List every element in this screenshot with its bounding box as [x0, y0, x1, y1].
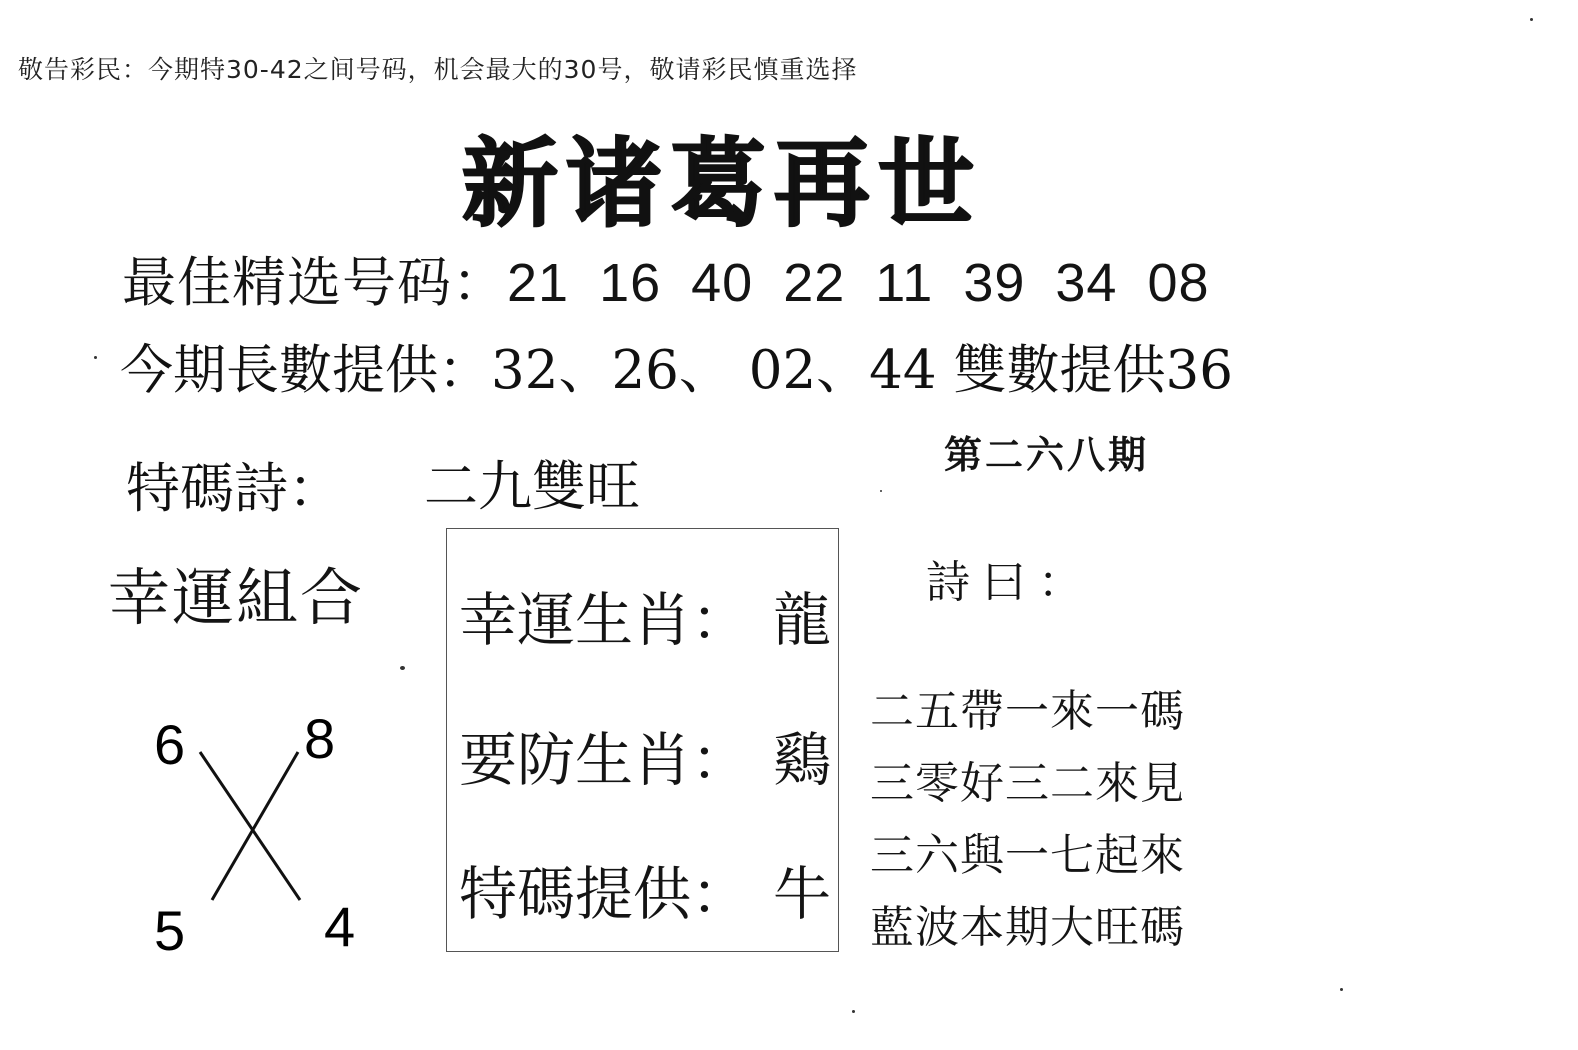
special-zodiac-value: 牛	[773, 860, 832, 928]
poem-heading: 詩曰：	[926, 557, 1094, 608]
zodiac-box	[446, 528, 839, 952]
long-numbers-line	[120, 328, 1233, 404]
lucky-cross-diagram	[140, 700, 380, 960]
notice-text: 敬告彩民：今期特30-42之间号码，机会最大的30号，敬请彩民慎重选择	[18, 55, 858, 84]
best-picks-line	[122, 240, 1210, 317]
special-poem-label: 特碼詩：	[126, 457, 342, 520]
best-picks-label: 最佳精选号码：	[122, 253, 507, 313]
page-title: 新诸葛再世	[462, 128, 982, 240]
scan-speck	[400, 666, 405, 670]
lucky-zodiac-label: 幸運生肖：	[459, 586, 750, 654]
lucky-zodiac-row	[459, 573, 832, 657]
verse-line: 三零好三二來見	[870, 758, 1185, 809]
poem-verses	[870, 676, 1185, 964]
issue-number: 第二六八期	[944, 432, 1150, 477]
verse-line: 三六與一七起來	[870, 830, 1185, 881]
guard-zodiac-label: 要防生肖：	[459, 726, 750, 794]
scan-speck	[94, 356, 97, 359]
scan-speck	[880, 490, 882, 492]
scan-speck	[852, 1010, 855, 1013]
double-numbers-value: 36	[1165, 340, 1233, 401]
lucky-zodiac-value: 龍	[773, 586, 832, 654]
best-picks-numbers: 21 16 40 22 11 39 34 08	[507, 253, 1210, 313]
cross-digit-top-right: 8	[304, 707, 336, 770]
long-numbers-label: 今期長數提供：	[120, 340, 491, 401]
cross-digit-top-left: 6	[154, 713, 186, 776]
cross-digit-bottom-right: 4	[324, 895, 356, 958]
double-numbers-label: 雙數提供	[953, 340, 1166, 401]
verse-line: 藍波本期大旺碼	[870, 902, 1185, 953]
lucky-combo-title: 幸運組合	[108, 561, 365, 634]
special-zodiac-label: 特碼提供：	[459, 860, 750, 928]
guard-zodiac-value: 鷄	[773, 726, 832, 794]
long-numbers-values: 32、26、 02、44	[491, 340, 937, 401]
special-zodiac-row	[459, 847, 832, 931]
special-poem-text: 二九雙旺	[424, 455, 640, 518]
cross-digit-bottom-left: 5	[154, 899, 186, 960]
guard-zodiac-row	[459, 713, 832, 797]
verse-line: 二五帶一來一碼	[870, 686, 1185, 737]
scan-speck	[1530, 18, 1533, 21]
scan-speck	[1340, 988, 1343, 991]
